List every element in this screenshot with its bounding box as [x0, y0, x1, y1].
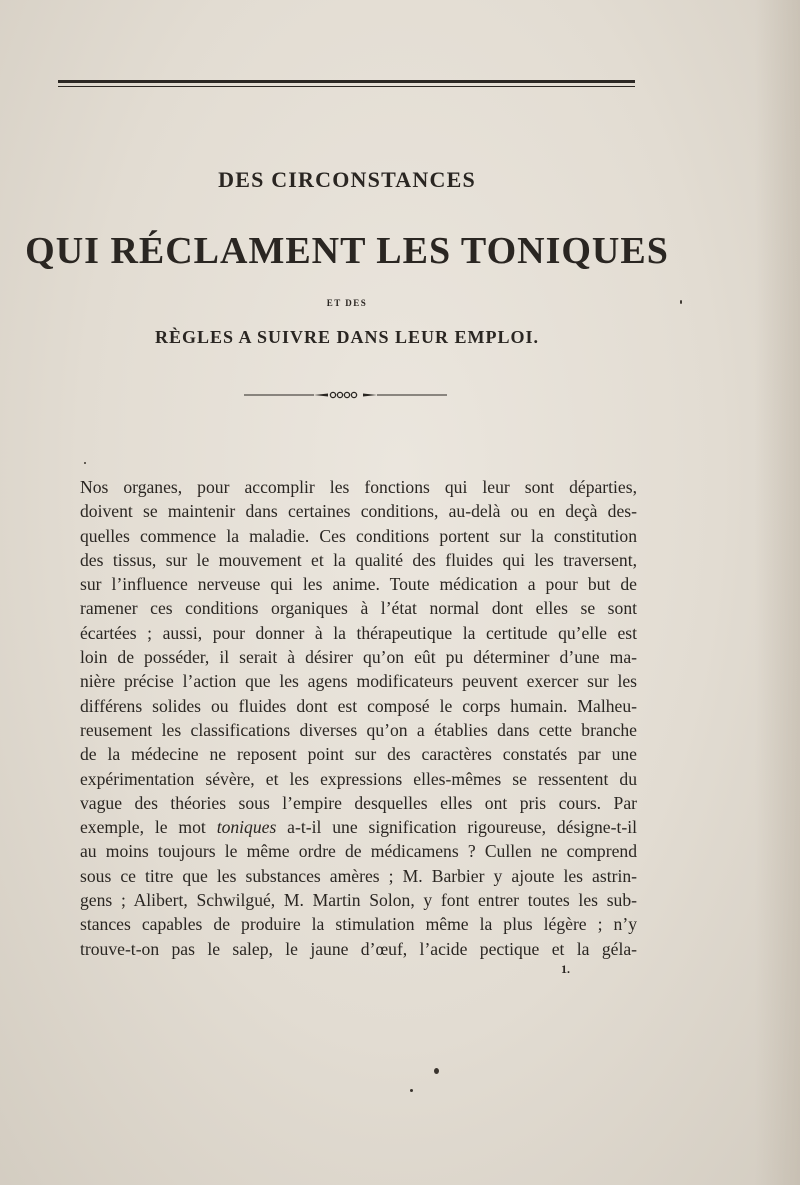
text-line: expérimentation sévère, et les expressions elles-mêmes se ressentent du — [80, 768, 637, 789]
ink-speck — [434, 1068, 439, 1074]
text-line: vague des théories sous l’empire desquelles elles ont pris cours. Par — [80, 792, 637, 813]
text-line: trouve-t-on pas le salep, le jaune d’œuf, l’acide pectique et la géla- — [80, 938, 637, 959]
ornament-divider — [244, 388, 447, 402]
text-line: au moins toujours le même ordre de médicamens ? Cullen ne comprend — [80, 841, 637, 862]
text-fragment: a-t-il une signification rigoureuse, désigne-t-il — [276, 817, 637, 838]
ink-speck — [84, 462, 86, 464]
ink-speck — [680, 300, 682, 304]
title-line-4: RÈGLES A SUIVRE DANS LEUR EMPLOI. — [154, 327, 540, 347]
text-line: Nos organes, pour accomplir les fonctions qui leur sont départies, — [80, 477, 637, 497]
ink-speck — [410, 1089, 413, 1092]
text-line: écartées ; aussi, pour donner à la thérapeutique la certitude qu’elle est — [80, 622, 637, 643]
text-line: stances capables de produire la stimulation même la plus légère ; n’y — [80, 914, 637, 935]
top-rule-thick — [58, 80, 635, 83]
text-line: gens ; Alibert, Schwilgué, M. Martin Solon, y font entrer toutes les sub- — [80, 890, 637, 911]
body-paragraph — [80, 475, 637, 961]
text-line: de la médecine ne reposent point sur des caractères constatés par une — [80, 744, 637, 765]
text-line: sur l’influence nerveuse qui les anime. Toute médication a pour but de — [80, 574, 637, 595]
title-line-3: ET DES — [326, 298, 368, 308]
text-line: quelles commence la maladie. Ces conditions portent sur la constitution — [80, 525, 637, 546]
title-line-2: QUI RÉCLAMENT LES TONIQUES — [25, 230, 669, 272]
text-line: doivent se maintenir dans certaines conditions, au-delà ou en deçà des- — [80, 501, 637, 522]
text-line: reusement les classifications diverses qu’on a établies dans cette branche — [80, 719, 637, 740]
page-number: 1. — [561, 962, 570, 976]
text-line: nière précise l’action que les agens modificateurs peuvent exercer sur les — [80, 671, 637, 692]
text-fragment: exemple, le mot — [80, 817, 217, 838]
text-line — [80, 815, 637, 839]
italic-term: toniques — [216, 817, 277, 838]
text-line: ramener ces conditions organiques à l’état normal dont elles se sont — [80, 598, 637, 619]
page-edge-shading — [755, 0, 800, 1185]
text-line: loin de posséder, il serait à désirer qu’on eût pu déterminer d’une ma- — [80, 647, 637, 668]
top-rule-thin — [58, 86, 635, 87]
text-line: sous ce titre que les substances amères ; M. Barbier y ajoute les astrin- — [80, 865, 637, 886]
text-line: différens solides ou fluides dont est composé le corps humain. Malheu- — [80, 695, 637, 716]
text-line: des tissus, sur le mouvement et la qualité des fluides qui les traversent, — [80, 549, 637, 570]
title-line-1: DES CIRCONSTANCES — [218, 167, 476, 192]
